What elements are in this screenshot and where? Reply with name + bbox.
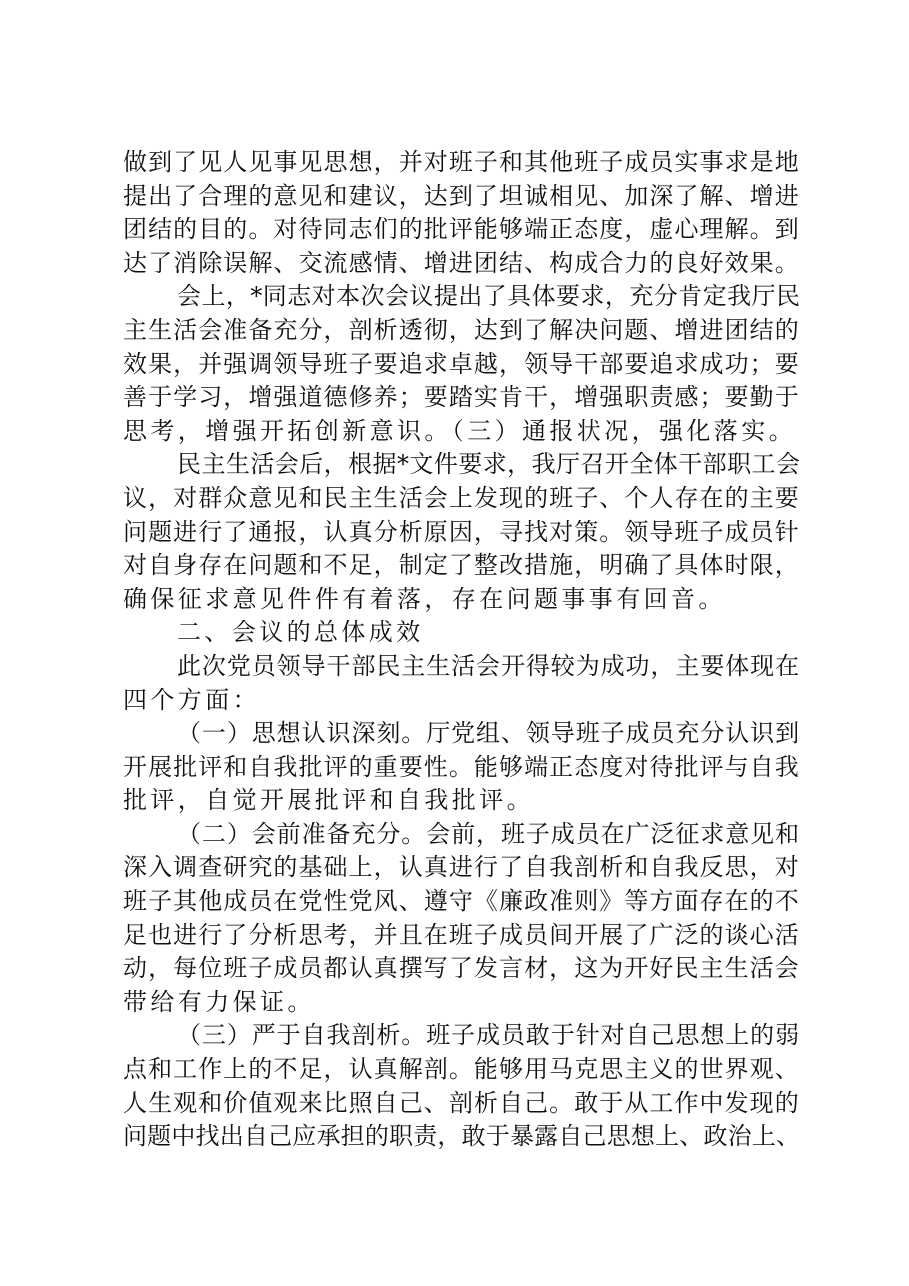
text-line: 团结的目的。对待同志们的批评能够端正态度，虚心理解。到 — [123, 215, 800, 244]
text-line: 深入调查研究的基础上，认真进行了自我剖析和自我反思，对 — [123, 853, 800, 882]
text-line: 批评，自觉开展批评和自我批评。 — [123, 786, 534, 815]
text-line: 善于学习，增强道德修养；要踏实肯干，增强职责感；要勤于 — [123, 383, 800, 412]
text-line: 开展批评和自我批评的重要性。能够端正态度对待批评与自我 — [123, 752, 800, 781]
text-line: 问题进行了通报，认真分析原因，寻找对策。领导班子成员针 — [123, 517, 800, 546]
text-line: 做到了见人见事见思想，并对班子和其他班子成员实事求是地 — [123, 148, 800, 176]
text-line: 议，对群众意见和民主生活会上发现的班子、个人存在的主要 — [123, 483, 800, 512]
document-body — [123, 146, 803, 1154]
text-line: 此次党员领导干部民主生活会开得较为成功，主要体现在 — [177, 651, 800, 680]
text-line: 问题中找出自己应承担的职责，敢于暴露自己思想上、政治上、 — [123, 1122, 801, 1151]
text-line: （二）会前准备充分。会前，班子成员在广泛征求意见和 — [177, 819, 800, 848]
text-line: 点和工作上的不足，认真解剖。能够用马克思主义的世界观、 — [123, 1055, 800, 1084]
text-line: 效果，并强调领导班子要追求卓越，领导干部要追求成功；要 — [123, 349, 800, 378]
text-line: 主生活会准备充分，剖析透彻，达到了解决问题、增进团结的 — [123, 315, 800, 344]
text-line: 达了消除误解、交流感情、增进团结、构成合力的良好效果。 — [123, 248, 800, 277]
text-line: 二、会议的总体成效 — [177, 618, 424, 647]
text-line: 会上，*同志对本次会议提出了具体要求，充分肯定我厅民 — [177, 282, 801, 311]
text-line: 四个方面： — [123, 685, 260, 714]
text-line: 带给有力保证。 — [123, 987, 315, 1016]
text-line: 动，每位班子成员都认真撰写了发言材，这为开好民主生活会 — [123, 954, 800, 983]
text-line: 确保征求意见件件有着落，存在问题事事有回音。 — [123, 584, 726, 613]
text-line: 班子其他成员在党性党风、遵守《廉政准则》等方面存在的不 — [123, 887, 800, 916]
text-line: 民主生活会后，根据*文件要求，我厅召开全体干部职工会 — [177, 450, 801, 479]
text-line: （一）思想认识深刻。厅党组、领导班子成员充分认识到 — [177, 719, 800, 748]
text-line: 思考，增强开拓创新意识。（三）通报状况，强化落实。 — [123, 416, 796, 445]
text-line: 提出了合理的意见和建议，达到了坦诚相见、加深了解、增进 — [123, 181, 800, 210]
text-line: 对自身存在问题和不足，制定了整改措施，明确了具体时限， — [123, 551, 800, 580]
text-line: 人生观和价值观来比照自己、剖析自己。敢于从工作中发现的 — [123, 1088, 800, 1117]
text-line: （三）严于自我剖析。班子成员敢于针对自己思想上的弱 — [177, 1021, 800, 1050]
text-line: 足也进行了分析思考，并且在班子成员间开展了广泛的谈心活 — [123, 920, 800, 949]
